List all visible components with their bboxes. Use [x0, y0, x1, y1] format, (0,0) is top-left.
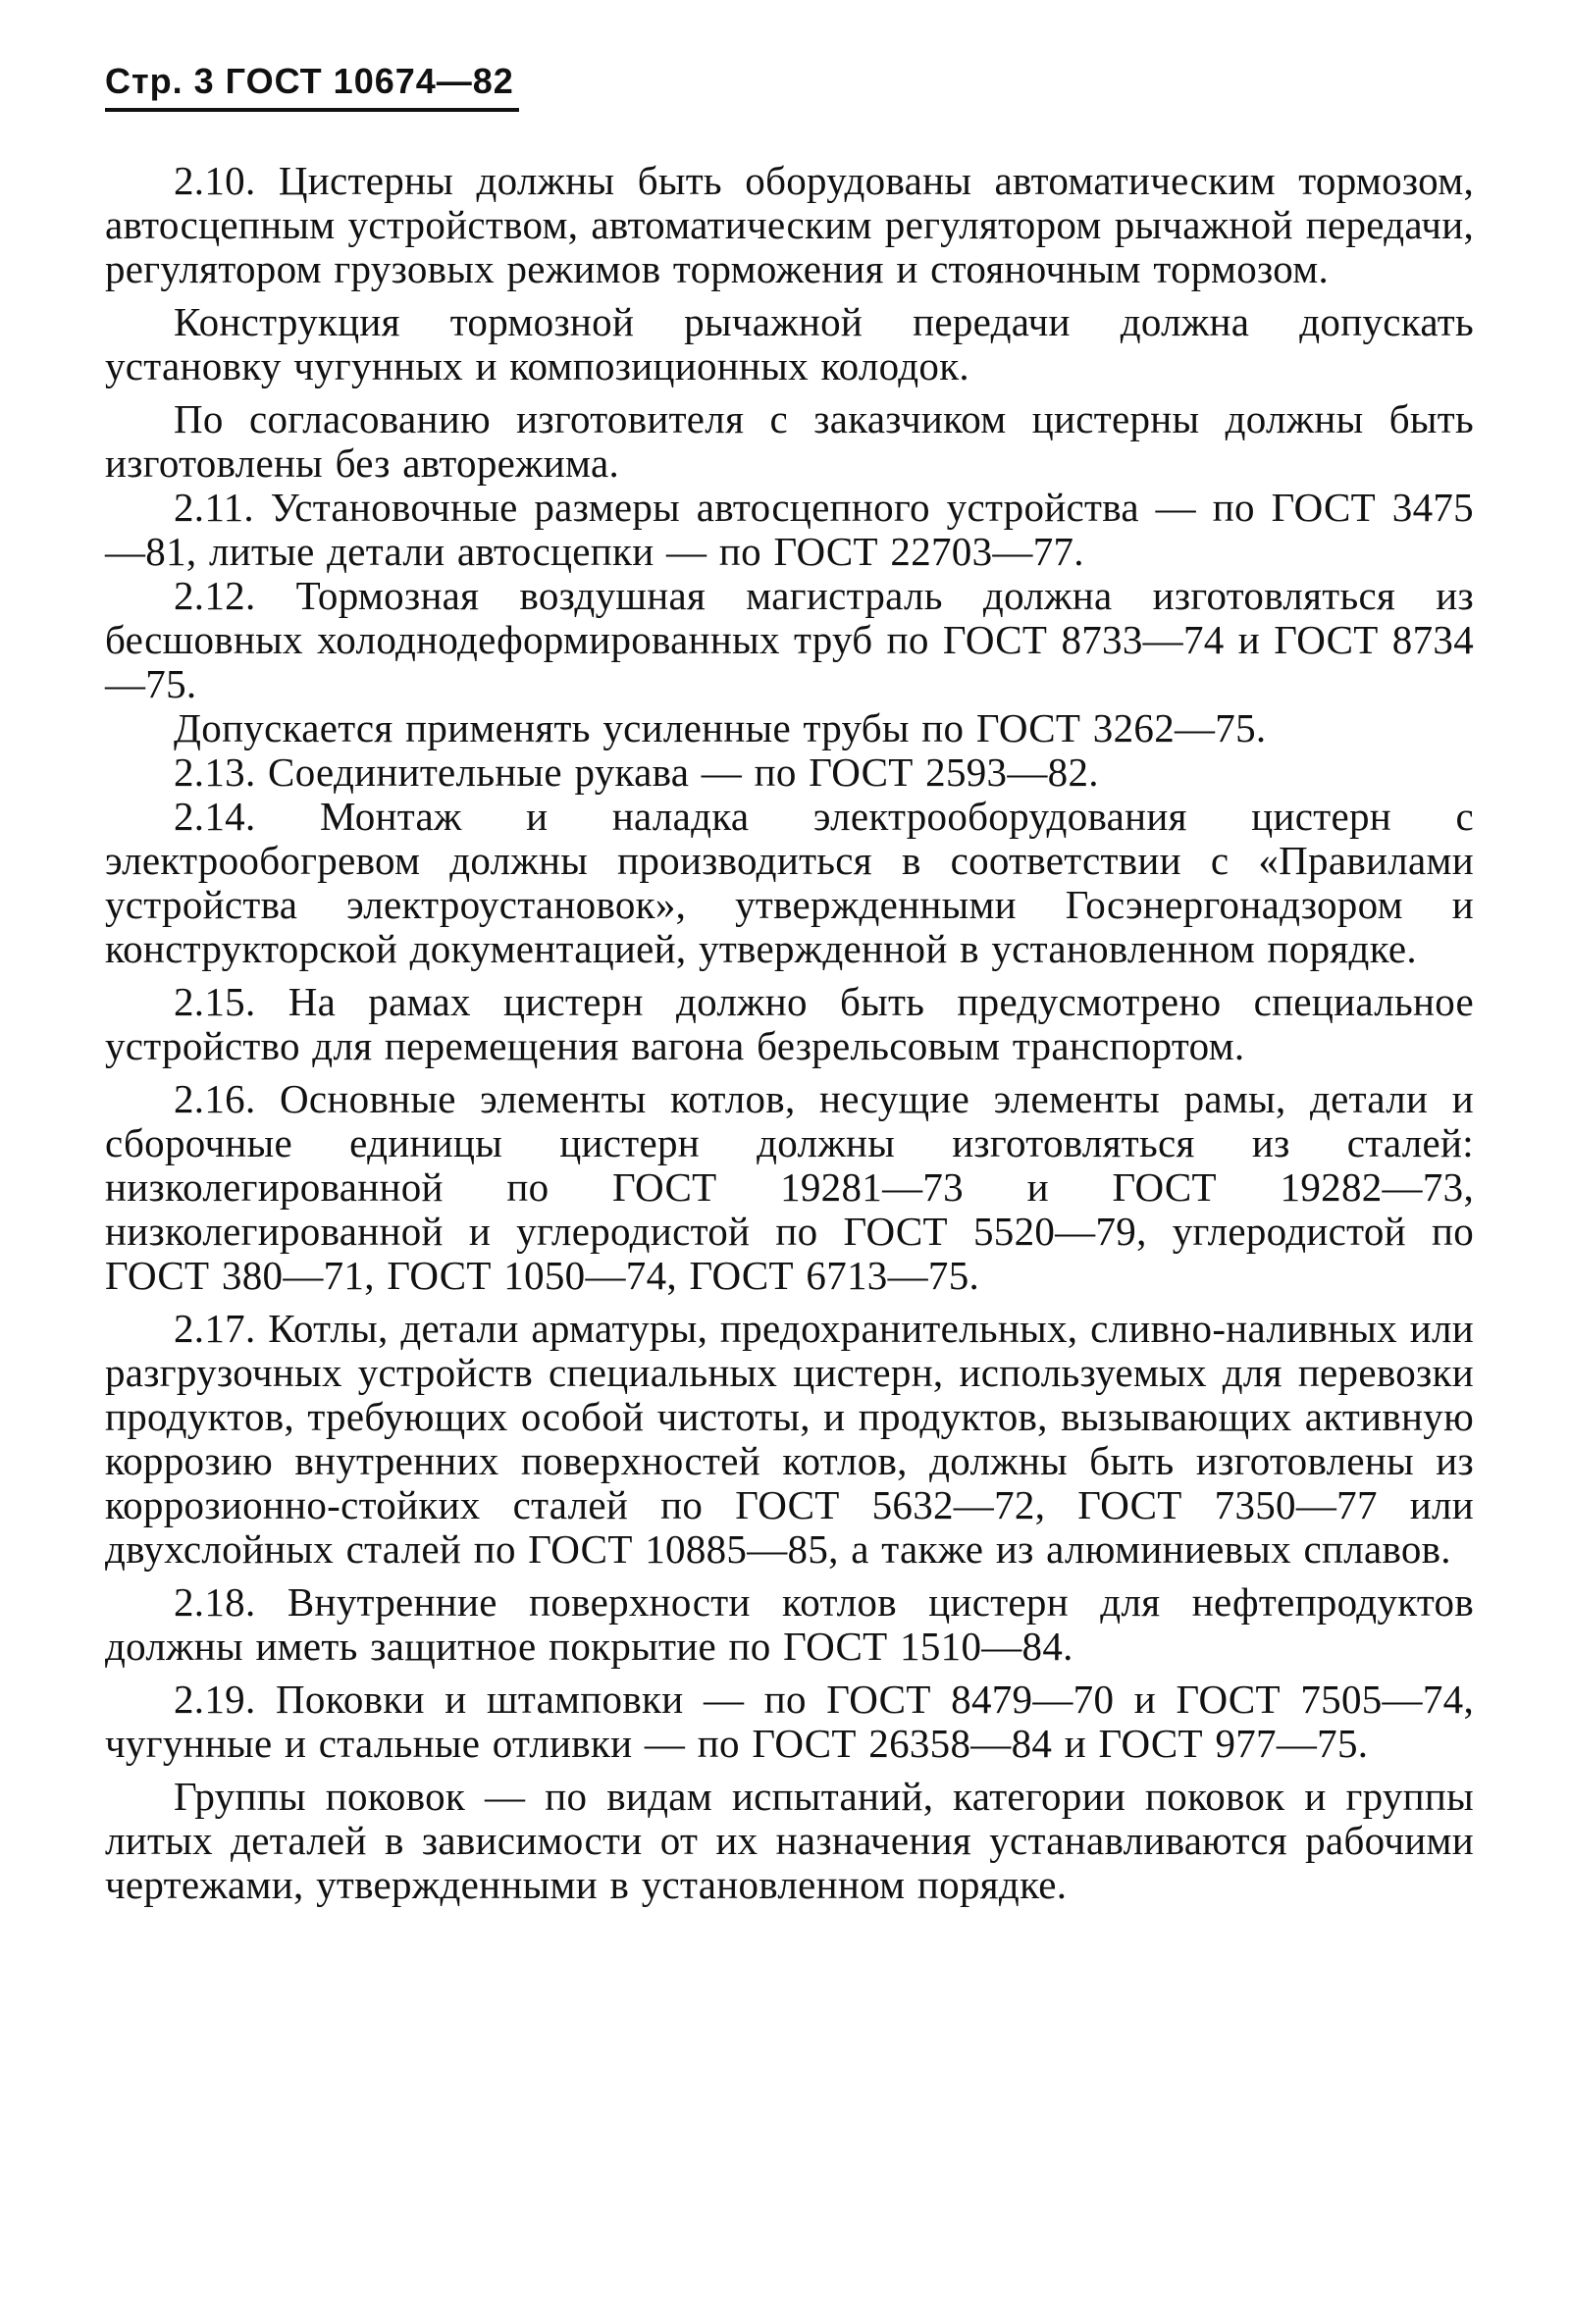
paragraph-2-19-groups: Группы поковок — по видам испытаний, категории поковок и группы литых деталей в зависимости от их назначения устанавливаются рабочими чертежами, утвержденными в установленном порядке. [105, 1774, 1474, 1907]
paragraph-2-11: 2.11. Установочные размеры автосцепного устройства — по ГОСТ 3475—81, литые детали автосцепки — по ГОСТ 22703—77. [105, 485, 1474, 574]
header-rule [105, 108, 519, 112]
paragraph-2-17: 2.17. Котлы, детали арматуры, предохранительных, сливно-наливных или разгрузочных устройств специальных цистерн, используемых для перевозки продуктов, требующих особой чистоты, и продуктов, вызывающих активную коррозию внутренних поверхностей котлов, должны быть изготовлены из коррозионно-стойких сталей по ГОСТ 5632—72, ГОСТ 7350—77 или двухслойных сталей по ГОСТ 10885—85, а также из алюминиевых сплавов. [105, 1306, 1474, 1572]
paragraph-2-13: 2.13. Соединительные рукава — по ГОСТ 2593—82. [174, 749, 1099, 795]
paragraph-2-18: 2.18. Внутренние поверхности котлов цистерн для нефтепродуктов должны иметь защитное покрытие по ГОСТ 1510—84. [105, 1579, 1474, 1669]
document-body [105, 159, 1474, 1907]
paragraph-2-12: 2.12. Тормозная воздушная магистраль должна изготовляться из бесшовных холоднодеформированных труб по ГОСТ 8733—74 и ГОСТ 8734—75. [105, 573, 1474, 706]
paragraph-2-14: 2.14. Монтаж и наладка электрооборудования цистерн с электрообогревом должны производиться в соответствии с «Правилами устройства электроустановок», утвержденными Госэнергонадзором и конструкторской документацией, утвержденной в установленном порядке. [105, 794, 1474, 971]
paragraph-2-16: 2.16. Основные элементы котлов, несущие элементы рамы, детали и сборочные единицы цистерн должны изготовляться из сталей: низколегированной по ГОСТ 19281—73 и ГОСТ 19282—73, низколегированной и углеродистой по ГОСТ 5520—79, углеродистой по ГОСТ 380—71, ГОСТ 1050—74, ГОСТ 6713—75. [105, 1076, 1474, 1298]
paragraph-2-12-pipes: Допускается применять усиленные трубы по ГОСТ 3262—75. [174, 705, 1267, 750]
paragraph-2-19: 2.19. Поковки и штамповки — по ГОСТ 8479—70 и ГОСТ 7505—74, чугунные и стальные отливки — по ГОСТ 26358—84 и ГОСТ 977—75. [105, 1677, 1474, 1766]
page-header: Стр. 3 ГОСТ 10674—82 [105, 61, 514, 101]
paragraph-2-15: 2.15. На рамах цистерн должно быть предусмотрено специальное устройство для перемещения вагона безрельсовым транспортом. [105, 979, 1474, 1068]
paragraph-2-10-agreement: По согласованию изготовителя с заказчиком цистерны должны быть изготовлены без авторежима. [105, 396, 1474, 486]
paragraph-2-10-brake-design: Конструкция тормозной рычажной передачи должна допускать установку чугунных и композиционных колодок. [105, 299, 1474, 388]
paragraph-2-10: 2.10. Цистерны должны быть оборудованы автоматическим тормозом, автосцепным устройством, автоматическим регулятором рычажной передачи, регулятором грузовых режимов торможения и стояночным тормозом. [105, 158, 1474, 291]
